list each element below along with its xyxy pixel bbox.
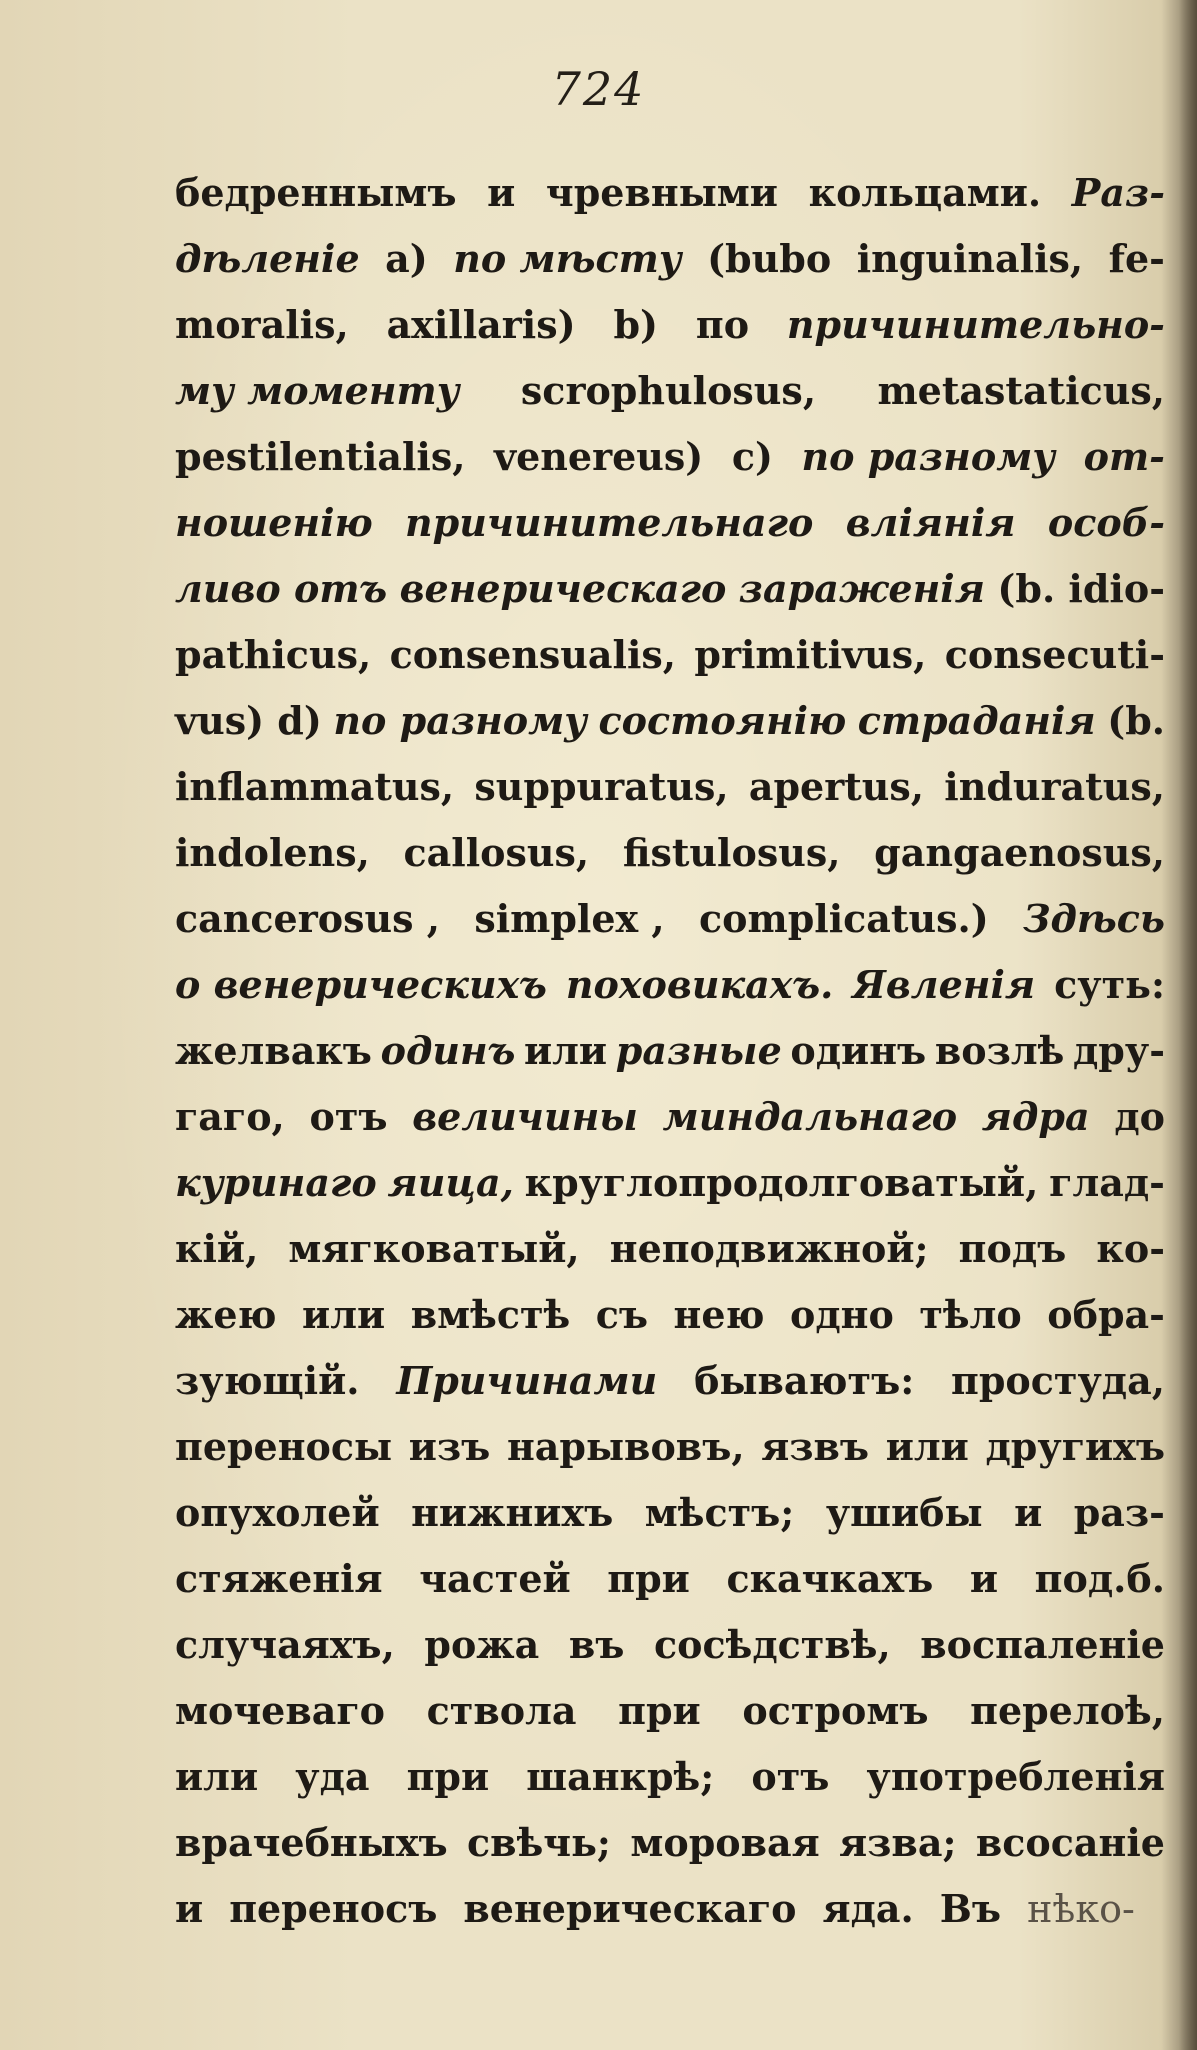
word: опухолей bbox=[175, 1490, 380, 1535]
word: состоянію bbox=[598, 698, 847, 743]
word: простуда, bbox=[951, 1358, 1165, 1403]
text-line bbox=[175, 754, 1165, 820]
word: дѣленіе bbox=[175, 236, 360, 281]
word: яда. bbox=[822, 1886, 914, 1931]
word: шанкрѣ; bbox=[526, 1754, 715, 1799]
word: о венерическихъ bbox=[175, 962, 547, 1007]
word: врачебныхъ bbox=[175, 1820, 448, 1865]
word: кольцами. bbox=[808, 170, 1042, 215]
text-line bbox=[175, 1744, 1165, 1810]
word: суть: bbox=[1054, 962, 1165, 1007]
word: a) bbox=[385, 236, 428, 281]
word: подъ bbox=[958, 1226, 1067, 1271]
word: Причинами bbox=[396, 1358, 658, 1403]
word: b) bbox=[613, 302, 659, 347]
word: ушибы bbox=[825, 1490, 983, 1535]
text-line bbox=[175, 292, 1165, 358]
text-line bbox=[175, 1018, 1165, 1084]
word: разные bbox=[615, 1028, 782, 1073]
word: другихъ bbox=[985, 1424, 1165, 1469]
word: ливо отъ bbox=[175, 566, 388, 611]
word: причинительно- bbox=[786, 302, 1165, 347]
word: нижнихъ bbox=[411, 1490, 614, 1535]
word: изъ bbox=[408, 1424, 491, 1469]
word: сосѣдствѣ, bbox=[653, 1622, 891, 1667]
word: axillaris) bbox=[386, 302, 576, 347]
word: одинъ bbox=[380, 1028, 516, 1073]
word: вмѣстѣ bbox=[410, 1292, 571, 1337]
word: обра- bbox=[1047, 1292, 1165, 1337]
word: чревными bbox=[545, 170, 778, 215]
word: pestilentialis, bbox=[175, 434, 466, 479]
text-line bbox=[175, 424, 1165, 490]
word: (b. bbox=[1107, 698, 1165, 743]
word: moralis, bbox=[175, 302, 349, 347]
text-line bbox=[175, 1348, 1165, 1414]
word: ко- bbox=[1096, 1226, 1165, 1271]
word: от- bbox=[1083, 434, 1165, 479]
word: особ- bbox=[1047, 500, 1165, 545]
word: всосаніе bbox=[975, 1820, 1165, 1865]
word: нарывовъ, bbox=[506, 1424, 745, 1469]
word: мягковатый, bbox=[288, 1226, 580, 1271]
word: simplex , bbox=[474, 896, 665, 941]
word: гаго, bbox=[175, 1094, 285, 1139]
word: свѣчь; bbox=[467, 1820, 611, 1865]
word: по разному bbox=[333, 698, 587, 743]
word: поховикахъ. bbox=[565, 962, 834, 1007]
word: глад- bbox=[1049, 1160, 1165, 1205]
word: бываютъ: bbox=[694, 1358, 915, 1403]
word: или bbox=[302, 1292, 386, 1337]
word: Явленія bbox=[852, 962, 1036, 1007]
word: мѣстъ; bbox=[644, 1490, 795, 1535]
word: отъ bbox=[751, 1754, 830, 1799]
word: мочеваго bbox=[175, 1688, 386, 1733]
text-line bbox=[175, 1876, 1165, 1942]
word: уда bbox=[295, 1754, 370, 1799]
word: callosus, bbox=[403, 830, 590, 875]
word: по мѣсту bbox=[453, 236, 682, 281]
text-line bbox=[175, 1084, 1165, 1150]
word: жею bbox=[175, 1292, 277, 1337]
word: причинительнаго bbox=[405, 500, 814, 545]
text-line bbox=[175, 1414, 1165, 1480]
word: и bbox=[175, 1886, 204, 1931]
text-line bbox=[175, 1150, 1165, 1216]
word: (b. idio- bbox=[997, 566, 1165, 611]
word: c) bbox=[731, 434, 773, 479]
text-line bbox=[175, 886, 1165, 952]
word: случаяхъ, bbox=[175, 1622, 395, 1667]
word: венерическаго bbox=[399, 566, 727, 611]
word: по разному bbox=[801, 434, 1056, 479]
text-line bbox=[175, 1612, 1165, 1678]
text-line bbox=[175, 1678, 1165, 1744]
word: при bbox=[607, 1556, 690, 1601]
word: венерическаго bbox=[463, 1886, 797, 1931]
word: кій, bbox=[175, 1226, 259, 1271]
word: круглопродолговатый, bbox=[524, 1160, 1039, 1205]
word: нѣко- bbox=[1027, 1887, 1135, 1931]
text-line bbox=[175, 358, 1165, 424]
word: scrophulosus, bbox=[520, 368, 817, 413]
word: pathicus, bbox=[175, 632, 372, 677]
word: Здѣсь bbox=[1023, 896, 1165, 941]
word: под.б. bbox=[1034, 1556, 1165, 1601]
word: при bbox=[618, 1688, 701, 1733]
word: primitivus, bbox=[694, 632, 927, 677]
word: перелоѣ, bbox=[970, 1688, 1165, 1733]
page-number: 724 bbox=[551, 62, 646, 116]
word: моровая bbox=[630, 1820, 820, 1865]
word: ношенію bbox=[175, 500, 373, 545]
word: suppuratus, bbox=[474, 764, 729, 809]
word: venereus) bbox=[494, 434, 704, 479]
word: inflammatus, bbox=[175, 764, 455, 809]
word: apertus, bbox=[748, 764, 925, 809]
text-line bbox=[175, 1546, 1165, 1612]
word: vus) d) bbox=[175, 698, 322, 743]
word: бедреннымъ bbox=[175, 170, 457, 215]
word: съ bbox=[595, 1292, 649, 1337]
text-line bbox=[175, 622, 1165, 688]
word: complicatus.) bbox=[699, 896, 989, 941]
word: воспаленіе bbox=[920, 1622, 1165, 1667]
word: ядра bbox=[981, 1094, 1090, 1139]
word: неподвижной; bbox=[609, 1226, 929, 1271]
word: consecuti- bbox=[944, 632, 1165, 677]
word: и bbox=[1014, 1490, 1043, 1535]
word: куринаго bbox=[175, 1160, 377, 1205]
word: остромъ bbox=[742, 1688, 929, 1733]
word: и bbox=[487, 170, 516, 215]
word: и bbox=[969, 1556, 999, 1601]
word: яица, bbox=[387, 1160, 514, 1205]
word: Раз- bbox=[1071, 170, 1165, 215]
word: или bbox=[523, 1028, 608, 1073]
word: зующій. bbox=[175, 1358, 360, 1403]
word: язва; bbox=[839, 1820, 957, 1865]
word: величины bbox=[412, 1094, 638, 1139]
word: дру- bbox=[1072, 1028, 1165, 1073]
word: рожа bbox=[424, 1622, 540, 1667]
word: одно bbox=[790, 1292, 894, 1337]
word: ствола bbox=[426, 1688, 577, 1733]
word: желвакъ bbox=[175, 1028, 372, 1073]
word: cancerosus , bbox=[175, 896, 440, 941]
word: вліянія bbox=[845, 500, 1016, 545]
word: gangaenosus, bbox=[874, 830, 1165, 875]
text-line bbox=[175, 490, 1165, 556]
word: возлѣ bbox=[934, 1028, 1065, 1073]
text-line bbox=[175, 1480, 1165, 1546]
text-line bbox=[175, 160, 1165, 226]
word: въ bbox=[568, 1622, 625, 1667]
word: частей bbox=[419, 1556, 571, 1601]
word: одинъ bbox=[790, 1028, 927, 1073]
text-line bbox=[175, 1282, 1165, 1348]
word: metastaticus, bbox=[877, 368, 1165, 413]
word: миндальнаго bbox=[662, 1094, 958, 1139]
word: fistulosus, bbox=[622, 830, 841, 875]
word: зараженія bbox=[738, 566, 985, 611]
word: Въ bbox=[939, 1886, 1002, 1931]
text-line bbox=[175, 688, 1165, 754]
word: переносъ bbox=[229, 1886, 438, 1931]
word: му моменту bbox=[175, 368, 460, 413]
word: отъ bbox=[309, 1094, 388, 1139]
word: consensualis, bbox=[389, 632, 677, 677]
word: скачкахъ bbox=[726, 1556, 934, 1601]
page-edge-shadow bbox=[1179, 0, 1197, 2050]
word: стяженія bbox=[175, 1556, 383, 1601]
body-text bbox=[175, 160, 1165, 1942]
word: indolens, bbox=[175, 830, 370, 875]
word: употребленія bbox=[866, 1754, 1165, 1799]
word: страданія bbox=[857, 698, 1096, 743]
word: или bbox=[885, 1424, 969, 1469]
text-line bbox=[175, 952, 1165, 1018]
word: тѣло bbox=[919, 1292, 1022, 1337]
text-line bbox=[175, 1216, 1165, 1282]
word: раз- bbox=[1073, 1490, 1165, 1535]
word: или bbox=[175, 1754, 259, 1799]
word: induratus, bbox=[944, 764, 1165, 809]
word: до bbox=[1114, 1094, 1165, 1139]
text-line bbox=[175, 226, 1165, 292]
word: по bbox=[695, 302, 750, 347]
text-line bbox=[175, 1810, 1165, 1876]
text-line bbox=[175, 820, 1165, 886]
word: переносы bbox=[175, 1424, 393, 1469]
word: inguinalis, bbox=[856, 236, 1084, 281]
word: язвъ bbox=[761, 1424, 870, 1469]
word: при bbox=[406, 1754, 490, 1799]
word: (bubo bbox=[707, 236, 832, 281]
word: fe- bbox=[1108, 236, 1165, 281]
text-line bbox=[175, 556, 1165, 622]
word: нею bbox=[673, 1292, 765, 1337]
